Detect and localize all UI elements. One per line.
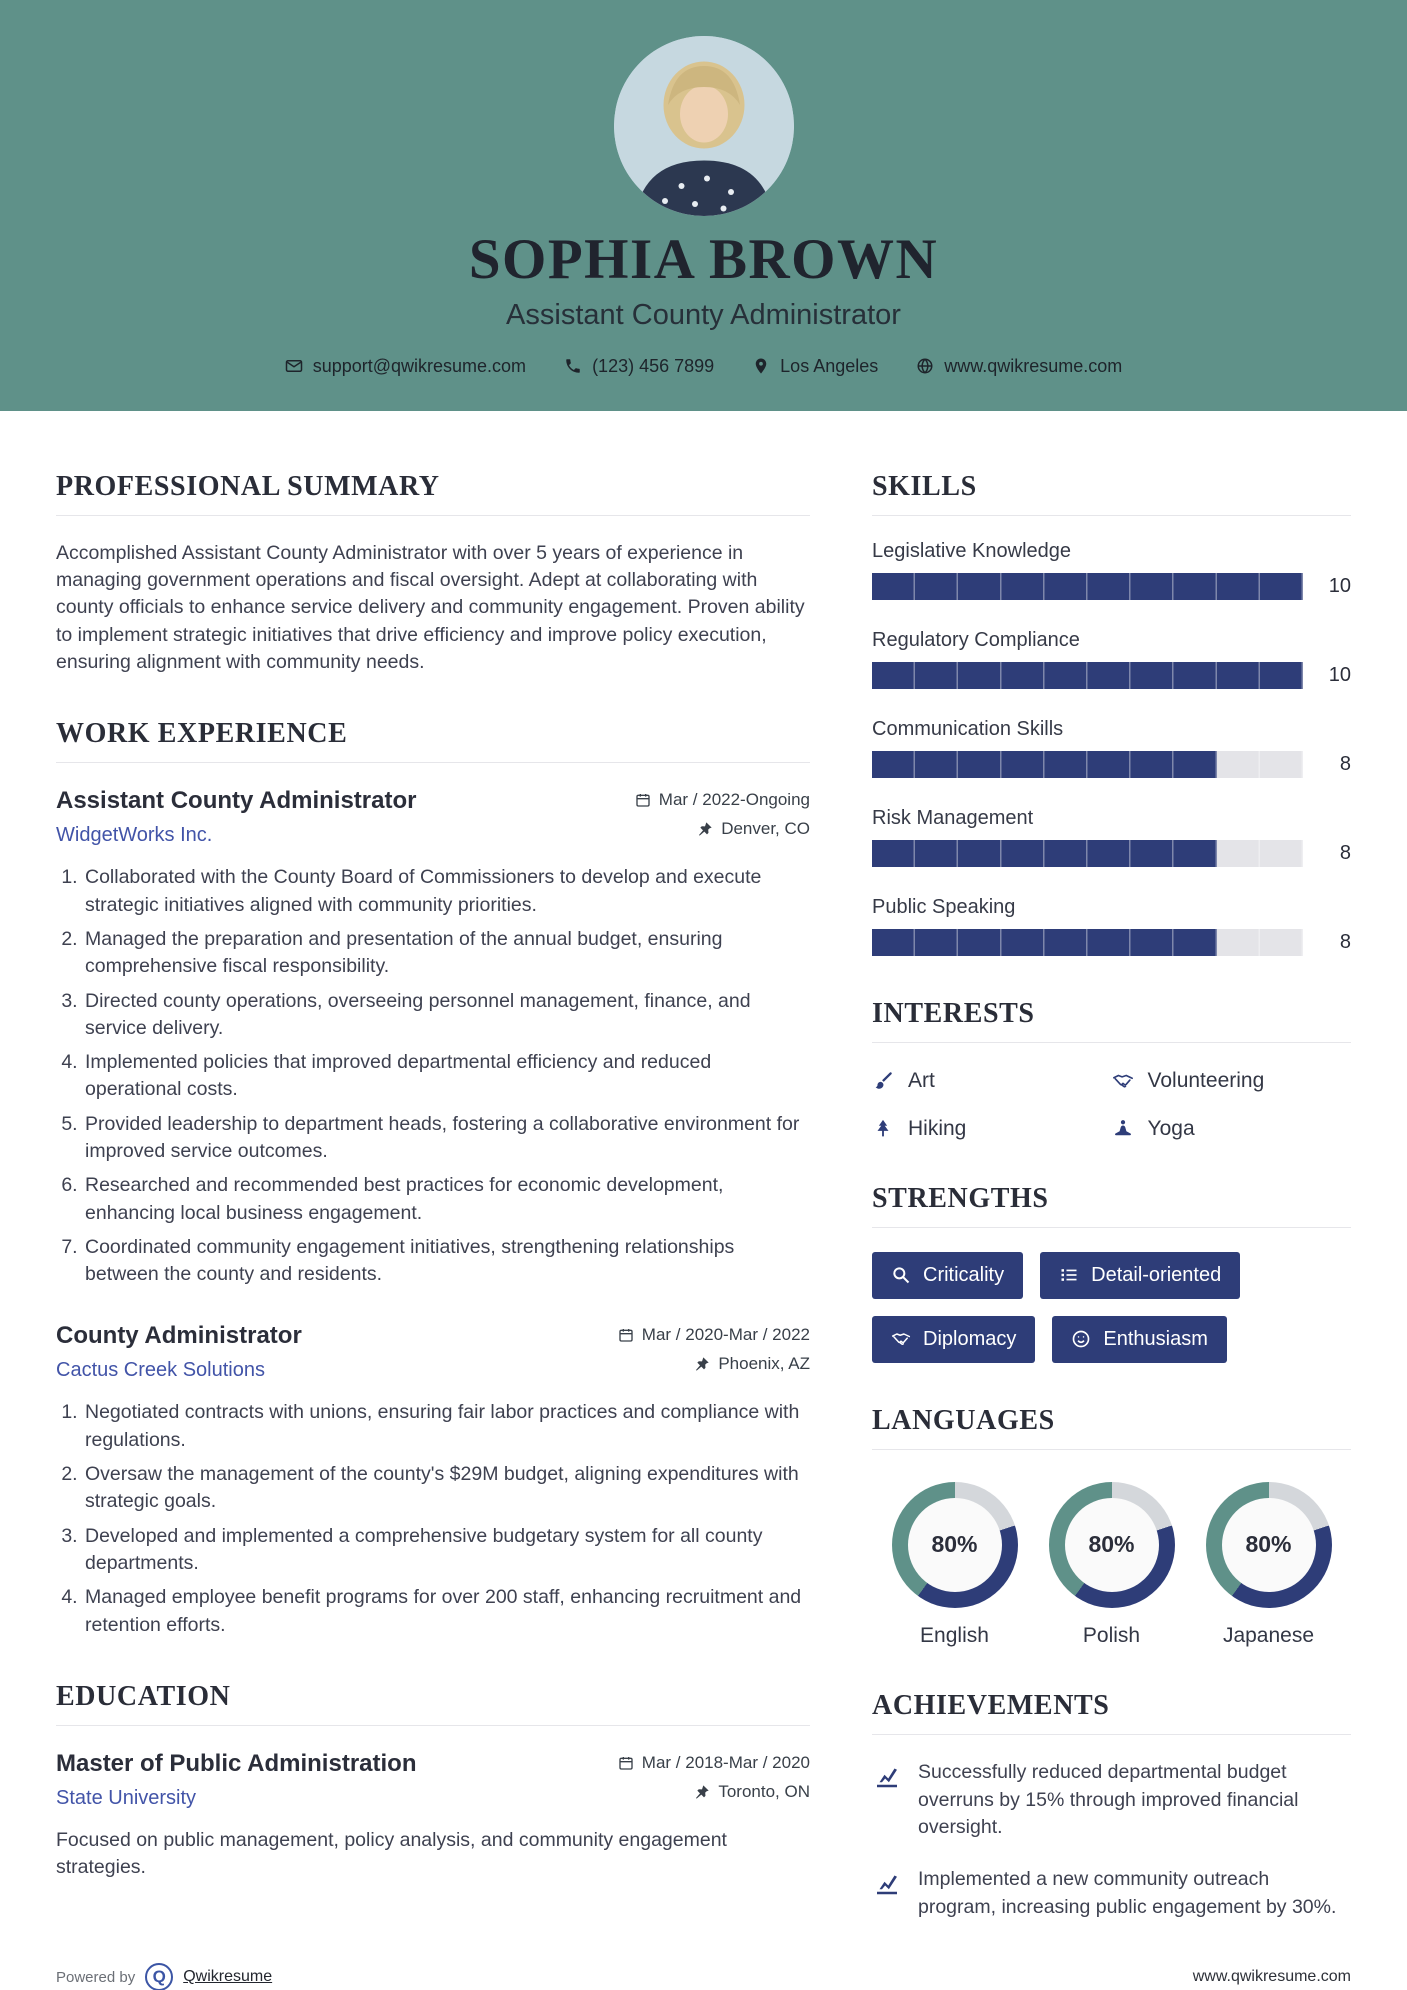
- right-column: [872, 471, 1351, 1963]
- skill-value: 8: [1339, 752, 1351, 775]
- footer-website-link[interactable]: www.qwikresume.com: [1192, 1968, 1351, 1986]
- experience-bullet: 3. Developed and implemented a comprehensive budgetary system for all county departments.: [83, 1523, 810, 1578]
- strength-badge: [1052, 1316, 1227, 1363]
- pushpin-icon: [694, 1784, 710, 1800]
- qwikresume-link[interactable]: Qwikresume: [183, 1968, 273, 1986]
- achievement-icon: [872, 1868, 902, 1898]
- header: [0, 0, 1407, 411]
- profile-photo: [614, 36, 794, 216]
- achievements-section: [872, 1690, 1351, 1921]
- job-header: [56, 1322, 810, 1383]
- education-section: [56, 1681, 810, 1882]
- interest-item: [1112, 1117, 1352, 1141]
- skill-item: [872, 629, 1351, 689]
- magnifier-icon: [891, 1265, 911, 1285]
- interest-item: [872, 1117, 1112, 1141]
- skills-heading: SKILLS: [872, 471, 1351, 516]
- education-heading: EDUCATION: [56, 1681, 810, 1726]
- interest-label: Yoga: [1147, 1116, 1195, 1140]
- pushpin-icon: [694, 1356, 710, 1372]
- strength-label: Enthusiasm: [1103, 1327, 1208, 1350]
- education-date-text: Mar / 2018-Mar / 2020: [641, 1752, 810, 1772]
- skill-bar: [872, 573, 1303, 600]
- job-date-text: Mar / 2020-Mar / 2022: [641, 1325, 810, 1345]
- interest-item: [1112, 1069, 1352, 1093]
- achievements-heading: ACHIEVEMENTS: [872, 1690, 1351, 1735]
- skill-value: 8: [1339, 841, 1351, 864]
- skill-value: 10: [1328, 574, 1351, 597]
- job-location-text: Phoenix, AZ: [718, 1354, 810, 1374]
- languages-section: [872, 1405, 1351, 1648]
- company-name[interactable]: Cactus Creek Solutions: [56, 1359, 265, 1382]
- language-item: [1190, 1482, 1347, 1648]
- interests-heading: INTERESTS: [872, 998, 1351, 1043]
- skill-item: [872, 807, 1351, 867]
- achievement-icon: [872, 1761, 902, 1791]
- location-pin-icon: [752, 357, 770, 375]
- job-header: [56, 787, 810, 848]
- contact-phone-text: (123) 456 7899: [592, 355, 715, 376]
- paintbrush-icon: [872, 1070, 894, 1092]
- skill-name: Communication Skills: [872, 717, 1064, 740]
- contact-phone: [564, 356, 714, 377]
- list-icon: [1059, 1265, 1079, 1285]
- qwikresume-logo-icon: Q: [145, 1963, 173, 1990]
- degree-title: Master of Public Administration: [56, 1749, 417, 1777]
- skill-bar: [872, 929, 1303, 956]
- strengths-heading: STRENGTHS: [872, 1183, 1351, 1228]
- job-bullets: [56, 864, 810, 1288]
- experience-bullet: 3. Directed county operations, overseeing personnel management, finance, and service delivery.: [83, 988, 810, 1043]
- smiley-icon: [1071, 1329, 1091, 1349]
- skill-name: Legislative Knowledge: [872, 539, 1072, 562]
- skill-value: 8: [1339, 930, 1351, 953]
- profile-photo-illustration: [614, 36, 794, 216]
- language-donut-chart: [1049, 1482, 1175, 1608]
- skill-name: Risk Management: [872, 806, 1034, 829]
- languages-heading: LANGUAGES: [872, 1405, 1351, 1450]
- body: [0, 411, 1407, 1963]
- summary-text: Accomplished Assistant County Administrator with over 5 years of experience in managing government operations and fiscal oversight. Adept at collaborating with county officials to enhance service delivery and community engagement. Proven ability to implement strategic initiatives that drive efficiency and improve policy execution, ensuring alignment with community needs.: [56, 541, 805, 674]
- job-entry: [56, 787, 810, 1288]
- powered-by-label: Powered by: [56, 1968, 136, 1986]
- job-date-text: Mar / 2022-Ongoing: [658, 790, 810, 810]
- job-location: [635, 819, 810, 839]
- job-dates: [635, 790, 810, 810]
- job-meta: [618, 1322, 810, 1383]
- interest-label: Hiking: [908, 1116, 967, 1140]
- summary-heading: PROFESSIONAL SUMMARY: [56, 471, 810, 516]
- footer: [0, 1963, 1407, 1990]
- school-name[interactable]: State University: [56, 1786, 197, 1809]
- experience-bullet: 4. Managed employee benefit programs for over 200 staff, enhancing recruitment and retention efforts.: [83, 1584, 810, 1639]
- language-percent: 80%: [1088, 1531, 1135, 1558]
- language-item: [1033, 1482, 1190, 1648]
- work-experience-heading: WORK EXPERIENCE: [56, 718, 810, 763]
- experience-bullet: 7. Coordinated community engagement initiatives, strengthening relationships between the county and residents.: [83, 1234, 810, 1289]
- job-title: County Administrator: [56, 1322, 302, 1350]
- education-header: [56, 1750, 810, 1811]
- tree-icon: [872, 1118, 894, 1140]
- education-location-text: Toronto, ON: [718, 1781, 810, 1801]
- person-name: SOPHIA BROWN: [468, 228, 939, 291]
- skill-bar: [872, 662, 1303, 689]
- contact-email[interactable]: [285, 356, 526, 377]
- job-title: Assistant County Administrator: [56, 787, 417, 815]
- skill-name: Public Speaking: [872, 895, 1016, 918]
- skills-section: [872, 471, 1351, 956]
- handshake-icon: [1112, 1070, 1134, 1092]
- email-icon: [285, 357, 303, 375]
- strength-label: Detail-oriented: [1091, 1263, 1222, 1286]
- left-column: [56, 471, 810, 1963]
- job-entry: [56, 1322, 810, 1638]
- job-location-text: Denver, CO: [721, 819, 810, 839]
- experience-bullet: 2. Oversaw the management of the county's $29M budget, aligning expenditures with strategic goals.: [83, 1461, 810, 1516]
- skill-name: Regulatory Compliance: [872, 628, 1080, 651]
- yoga-icon: [1112, 1118, 1134, 1140]
- contact-bar: [0, 356, 1407, 377]
- calendar-icon: [618, 1755, 634, 1771]
- language-item: [876, 1482, 1033, 1648]
- experience-bullet: 6. Researched and recommended best practices for economic development, enhancing local business engagement.: [83, 1172, 810, 1227]
- experience-bullet: 2. Managed the preparation and presentation of the annual budget, ensuring comprehensive fiscal responsibility.: [83, 926, 810, 981]
- skill-item: [872, 718, 1351, 778]
- contact-website-text: www.qwikresume.com: [944, 355, 1123, 376]
- language-percent: 80%: [931, 1531, 978, 1558]
- job-dates: [618, 1325, 810, 1345]
- interest-label: Art: [908, 1068, 935, 1092]
- education-dates: [618, 1753, 810, 1773]
- person-title: Assistant County Administrator: [506, 298, 901, 331]
- skill-value: 10: [1328, 663, 1351, 686]
- education-meta: [618, 1750, 810, 1811]
- interest-label: Volunteering: [1147, 1068, 1265, 1092]
- work-experience-section: [56, 718, 810, 1639]
- education-description: Focused on public management, policy analysis, and community engagement strategies.: [56, 1828, 727, 1879]
- language-donut-chart: [1206, 1482, 1332, 1608]
- globe-icon: [916, 357, 934, 375]
- education-location: [618, 1782, 810, 1802]
- skill-item: [872, 896, 1351, 956]
- job-bullets: [56, 1399, 810, 1638]
- strengths-section: [872, 1183, 1351, 1363]
- handshake-icon: [891, 1329, 911, 1349]
- strength-badge: [872, 1316, 1035, 1363]
- experience-bullet: 1. Collaborated with the County Board of Commissioners to develop and execute strategic initiatives aligned with community priorities.: [83, 864, 810, 919]
- language-donut-chart: [892, 1482, 1018, 1608]
- achievement-text: Implemented a new community outreach program, increasing public engagement by 30%.: [918, 1867, 1337, 1918]
- company-name[interactable]: WidgetWorks Inc.: [56, 824, 213, 847]
- contact-location: [752, 356, 878, 377]
- achievement-item: [872, 1866, 1351, 1921]
- strength-label: Criticality: [923, 1263, 1005, 1286]
- strength-badge: [872, 1252, 1023, 1299]
- skill-bar: [872, 840, 1303, 867]
- language-percent: 80%: [1245, 1531, 1292, 1558]
- strength-label: Diplomacy: [923, 1327, 1017, 1350]
- contact-email-text: support@qwikresume.com: [312, 355, 527, 376]
- interest-item: [872, 1069, 1112, 1093]
- language-label: English: [920, 1623, 989, 1647]
- contact-website[interactable]: [916, 356, 1122, 377]
- summary-section: [56, 471, 810, 676]
- experience-bullet: 1. Negotiated contracts with unions, ensuring fair labor practices and compliance with regulations.: [83, 1399, 810, 1454]
- interests-section: [872, 998, 1351, 1141]
- experience-bullet: 4. Implemented policies that improved departmental efficiency and reduced operational costs.: [83, 1049, 810, 1104]
- job-location: [618, 1354, 810, 1374]
- calendar-icon: [618, 1327, 634, 1343]
- achievement-text: Successfully reduced departmental budget overruns by 15% through improved financial oversight.: [918, 1760, 1299, 1839]
- pushpin-icon: [697, 821, 713, 837]
- skill-bar: [872, 751, 1303, 778]
- language-label: Japanese: [1222, 1623, 1315, 1647]
- strength-badge: [1040, 1252, 1240, 1299]
- experience-bullet: 5. Provided leadership to department heads, fostering a collaborative environment for improved service outcomes.: [83, 1111, 810, 1166]
- contact-location-text: Los Angeles: [780, 355, 879, 376]
- phone-icon: [564, 357, 582, 375]
- skill-item: [872, 540, 1351, 600]
- calendar-icon: [635, 792, 651, 808]
- job-meta: [635, 787, 810, 848]
- language-label: Polish: [1082, 1623, 1141, 1647]
- achievement-item: [872, 1759, 1351, 1842]
